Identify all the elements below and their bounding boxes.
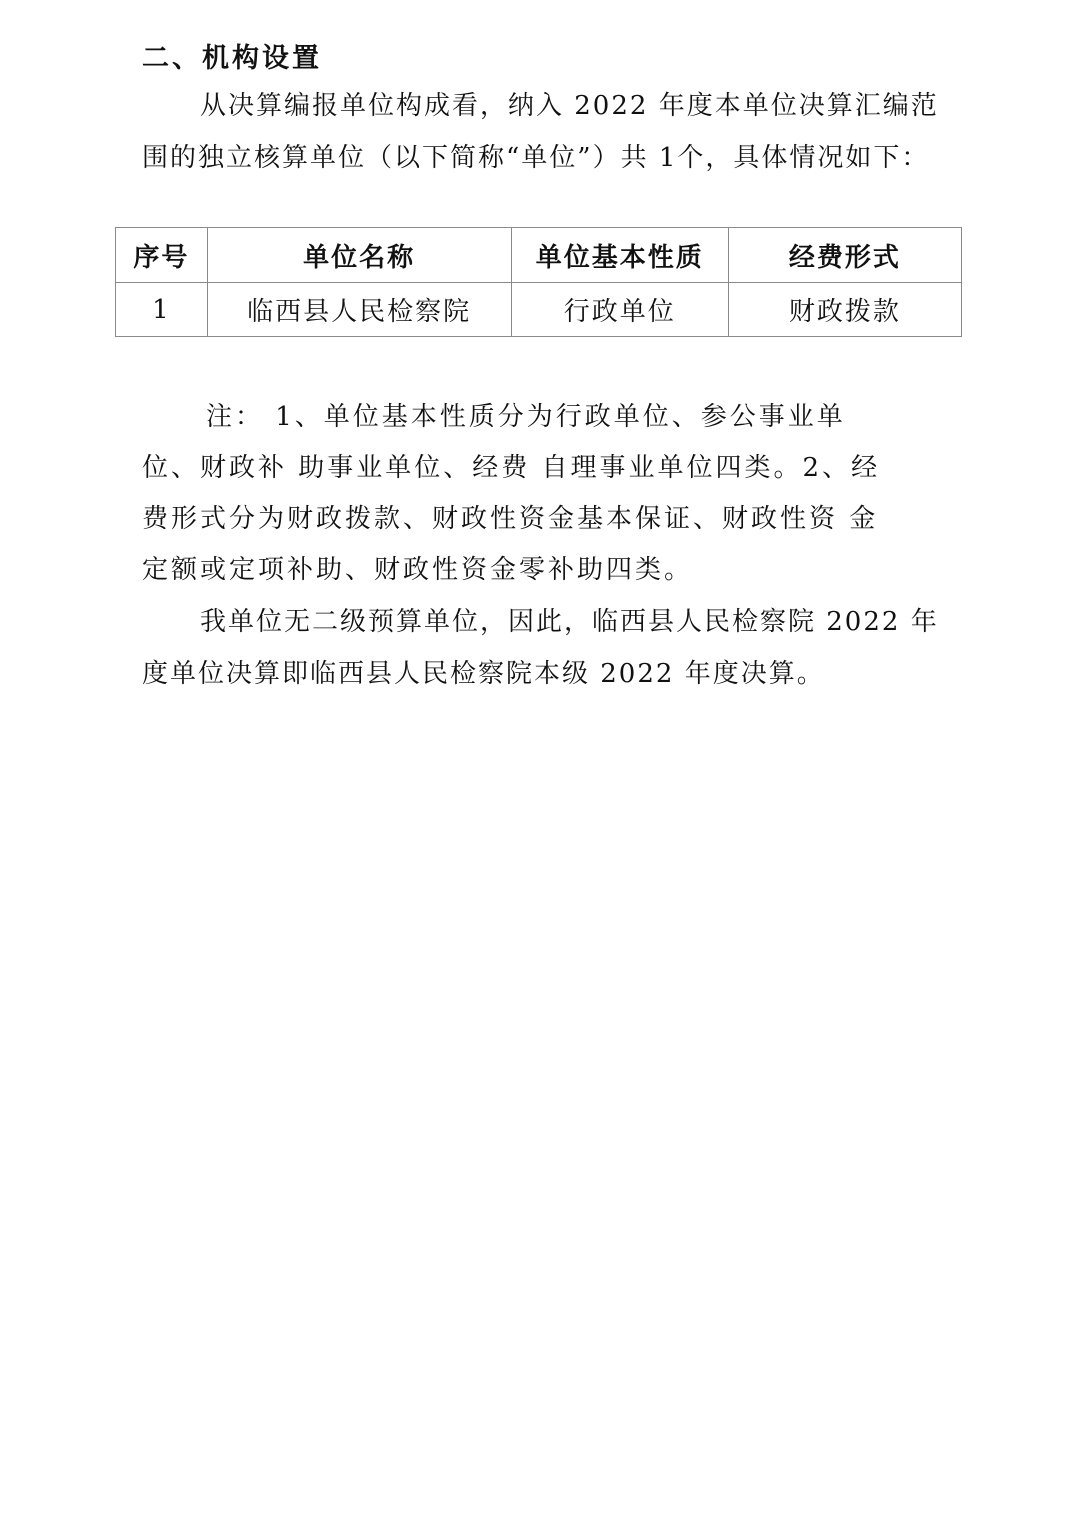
cell-unit-nature: 行政单位	[511, 283, 728, 337]
cell-funding-form: 财政拨款	[728, 283, 961, 337]
header-seq: 序号	[116, 228, 208, 283]
conclusion-paragraph: 我单位无二级预算单位，因此，临西县人民检察院 2022 年度单位决算即临西县人民检察院本级 2022 年度决算。	[142, 607, 939, 689]
header-unit-nature: 单位基本性质	[511, 228, 728, 283]
intro-paragraph: 从决算编报单位构成看，纳入 2022 年度本单位决算汇编范围的独立核算单位（以下简称“单位”）共 1个，具体情况如下：	[142, 91, 939, 173]
header-funding-form: 经费形式	[728, 228, 961, 283]
header-unit-name: 单位名称	[207, 228, 511, 283]
cell-seq: 1	[116, 283, 208, 337]
unit-table	[115, 227, 962, 337]
table-row	[116, 283, 962, 337]
cell-unit-name: 临西县人民检察院	[207, 283, 511, 337]
section-title: 二、机构设置	[142, 43, 322, 74]
note-paragraph: 注： 1、单位基本性质分为行政单位、参公事业单位、财政补 助事业单位、经费 自理事业单位四类。2、经费形式分为财政拨款、财政性资金基本保证、财政性资 金定额或定项补助、财政性资金零补助四类。	[142, 402, 881, 585]
table-header-row	[116, 228, 962, 283]
